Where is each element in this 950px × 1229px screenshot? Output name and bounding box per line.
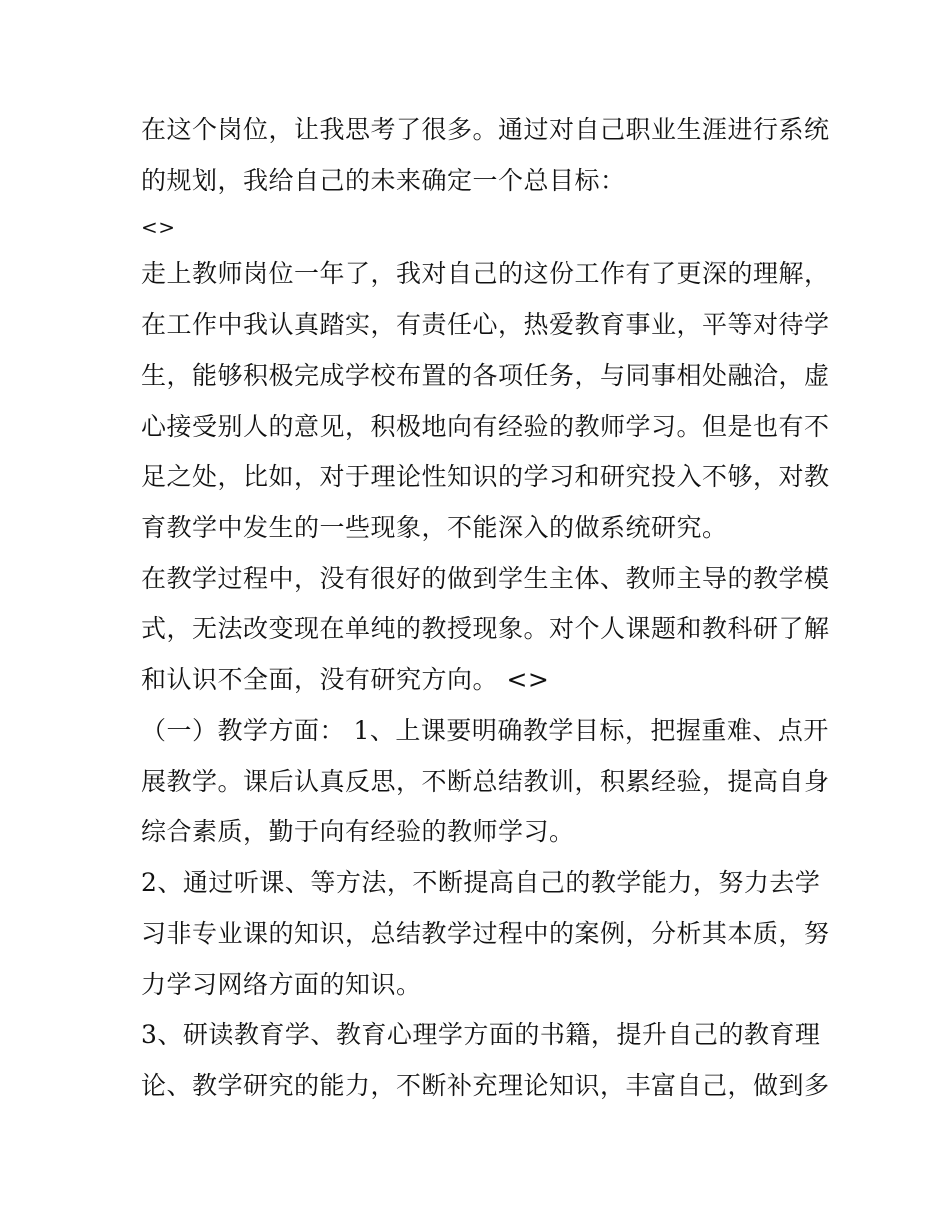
text-line: 在工作中我认真踏实，有责任心，热爱教育事业，平等对待学 xyxy=(141,310,830,339)
text-line: 和认识不全面，没有研究方向。 <> xyxy=(141,665,550,694)
text-line: 2、通过听课、等方法，不断提高自己的教学能力，努力去学 xyxy=(141,868,821,897)
text-line: 综合素质，勤于向有经验的教师学习。 xyxy=(141,817,575,846)
text-line: 论、教学研究的能力，不断补充理论知识，丰富自己，做到多 xyxy=(141,1071,830,1100)
text-line: 力学习网络方面的知识。 xyxy=(141,970,422,999)
text-line: 展教学。课后认真反思，不断总结教训，积累经验，提高自身 xyxy=(141,767,830,796)
text-line: 式，无法改变现在单纯的教授现象。对个人课题和教科研了解 xyxy=(141,614,830,643)
text-line: （一）教学方面： 1、上课要明确教学目标，把握重难、点开 xyxy=(141,716,829,745)
text-line: 习非专业课的知识，总结教学过程中的案例，分析其本质，努 xyxy=(141,919,830,948)
text-line: 3、研读教育学、教育心理学方面的书籍，提升自己的教育理 xyxy=(141,1020,821,1049)
text-line: 足之处，比如，对于理论性知识的学习和研究投入不够，对教 xyxy=(141,462,830,491)
text-line: 在这个岗位，让我思考了很多。通过对自己职业生涯进行系统 xyxy=(141,115,830,144)
text-line: 走上教师岗位一年了，我对自己的这份工作有了更深的理解， xyxy=(141,259,830,288)
text-line: 的规划，我给自己的未来确定一个总目标： xyxy=(141,166,626,195)
text-line: 在教学过程中，没有很好的做到学生主体、教师主导的教学模 xyxy=(141,564,830,593)
text-line: <> xyxy=(141,215,176,239)
text-line: 心接受别人的意见，积极地向有经验的教师学习。但是也有不 xyxy=(141,412,830,441)
text-line: 生，能够积极完成学校布置的各项任务，与同事相处融洽，虚 xyxy=(141,361,830,390)
text-line: 育教学中发生的一些现象，不能深入的做系统研究。 xyxy=(141,513,728,542)
